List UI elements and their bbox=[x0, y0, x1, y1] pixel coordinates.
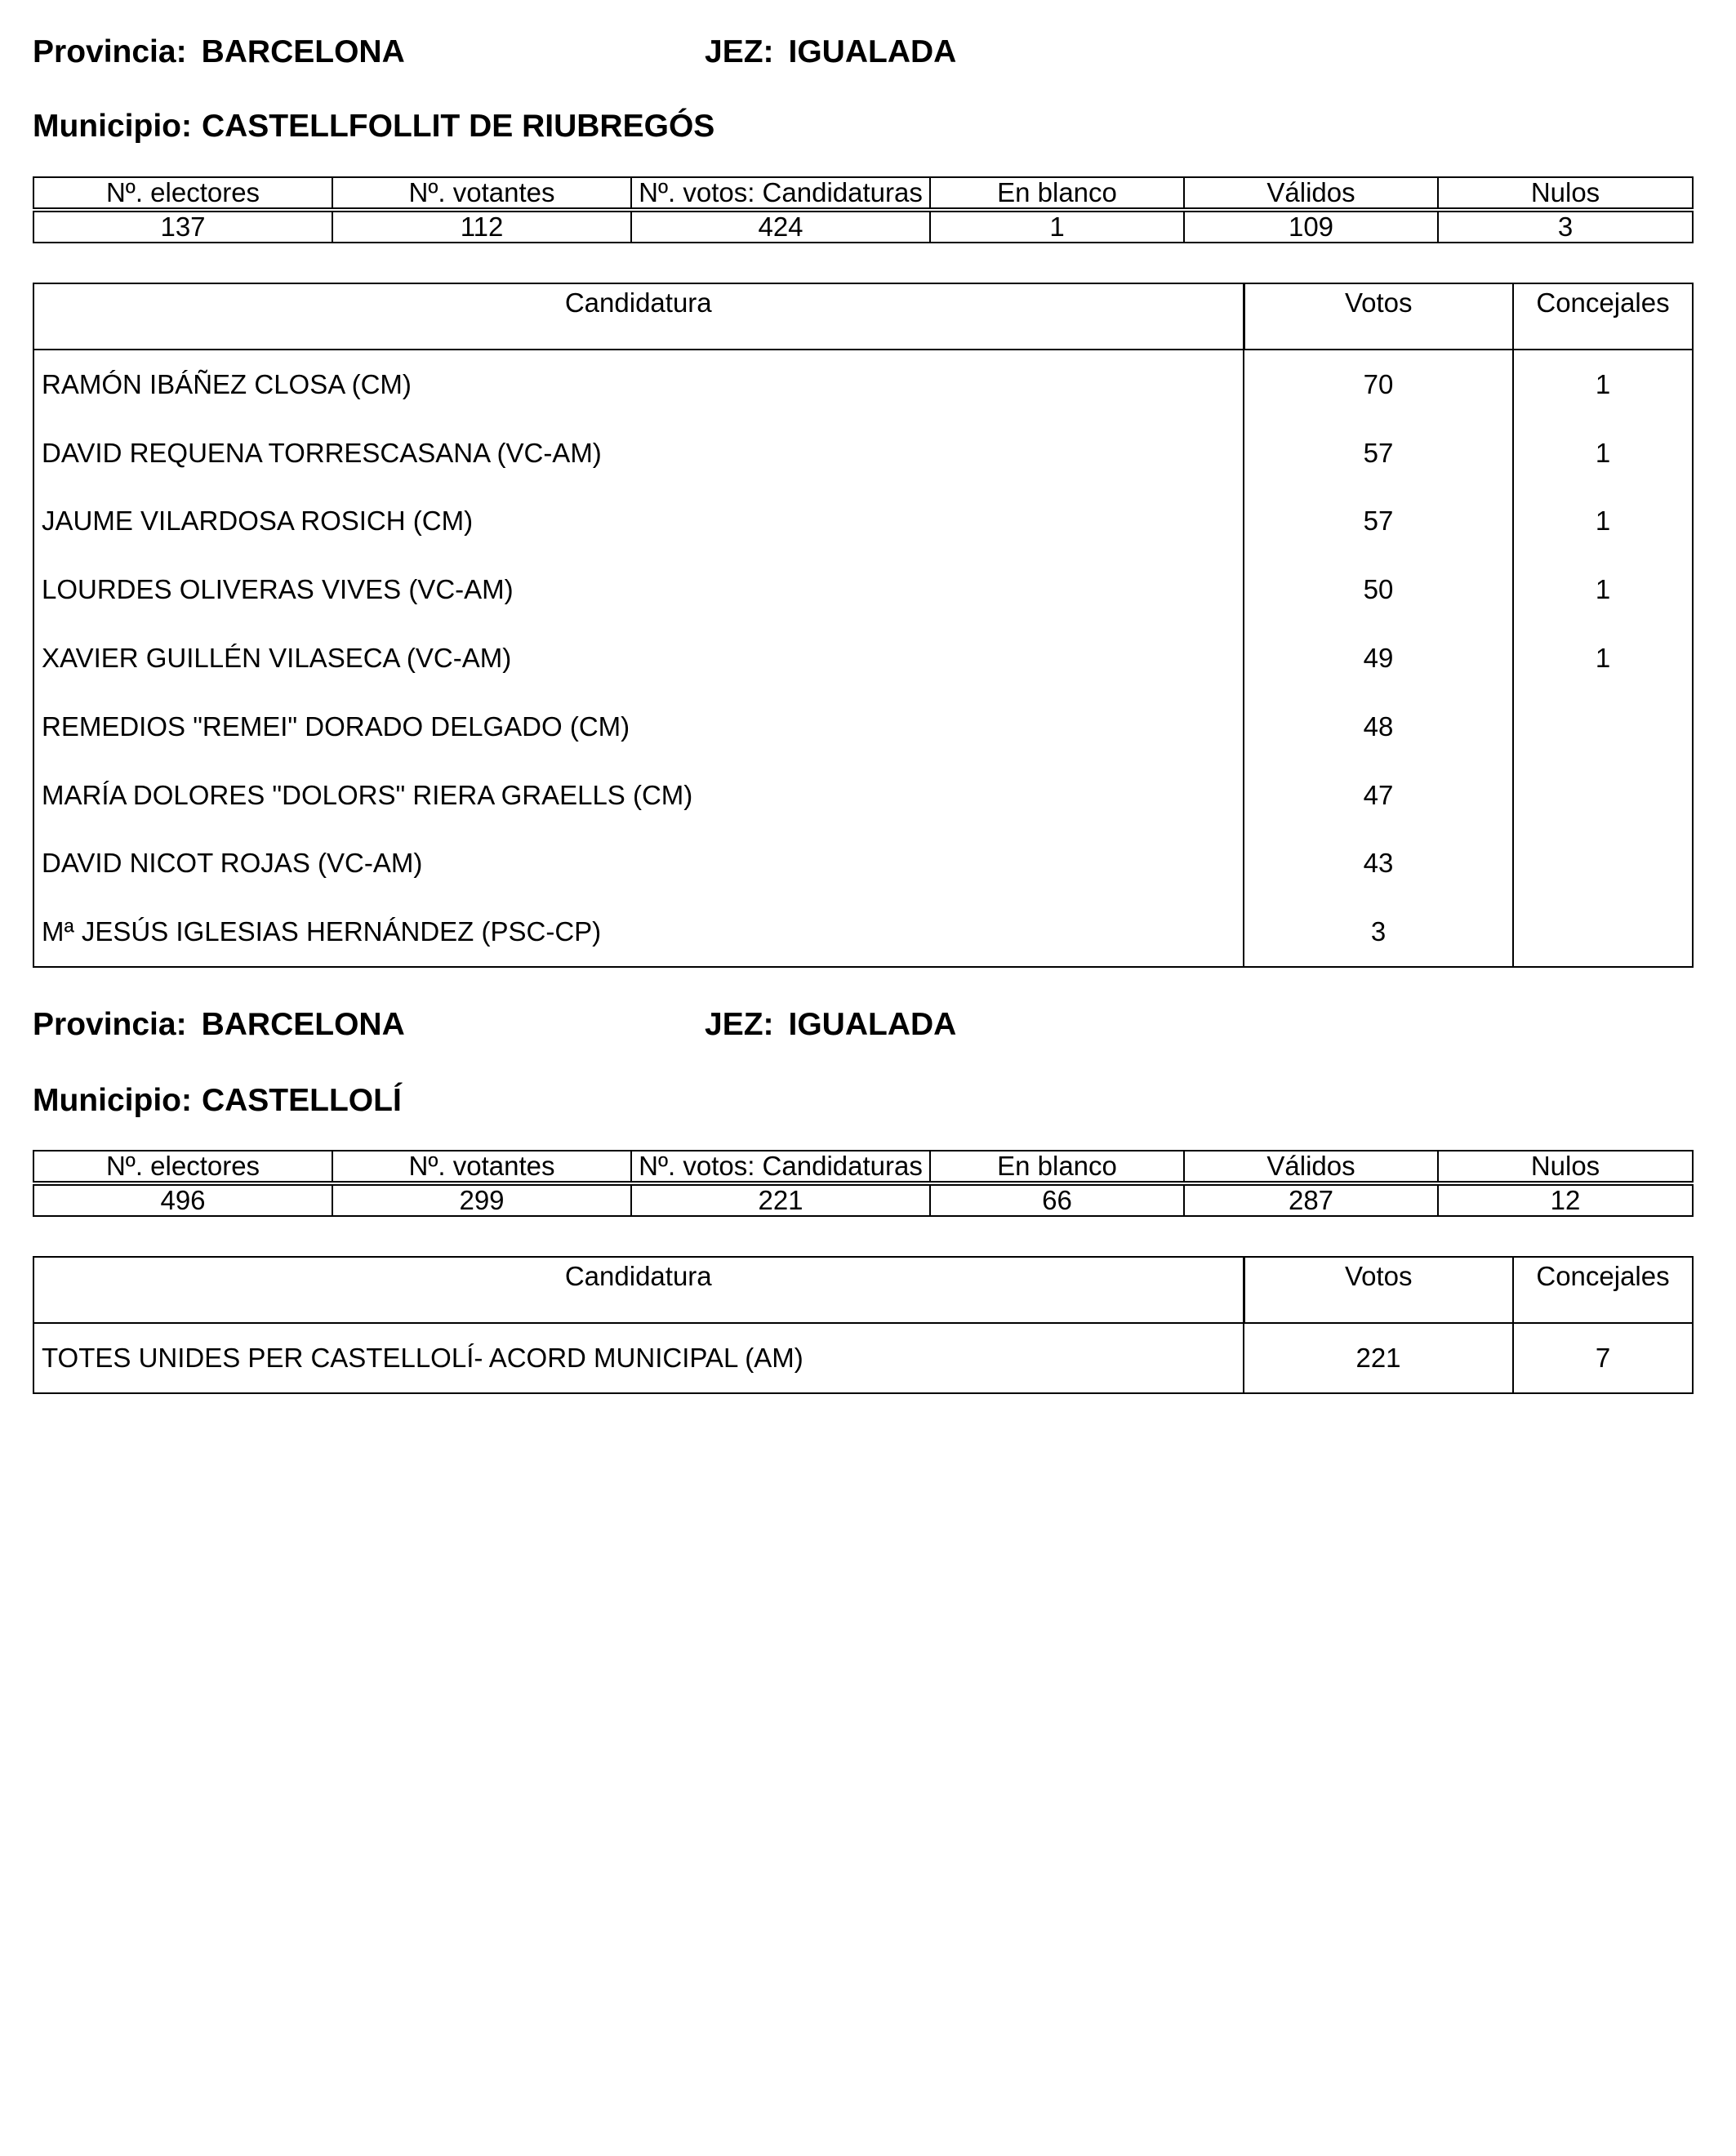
summary-table bbox=[33, 176, 1694, 243]
candidate-votes: 49 bbox=[1244, 624, 1513, 693]
summary-value: 66 bbox=[930, 1183, 1184, 1216]
summary-value: 496 bbox=[33, 1183, 332, 1216]
provincia-heading bbox=[33, 36, 405, 68]
summary-value: 221 bbox=[631, 1183, 930, 1216]
municipio-heading bbox=[33, 1085, 402, 1116]
candidate-name: DAVID NICOT ROJAS (VC-AM) bbox=[33, 830, 1244, 898]
candidate-name: XAVIER GUILLÉN VILASECA (VC-AM) bbox=[33, 624, 1244, 693]
table-row bbox=[33, 419, 1693, 488]
table-row bbox=[33, 761, 1693, 830]
municipio-label: Municipio: bbox=[33, 1083, 192, 1118]
candidate-name: REMEDIOS "REMEI" DORADO DELGADO (CM) bbox=[33, 693, 1244, 761]
table-row bbox=[33, 830, 1693, 898]
summary-header: Nº. votantes bbox=[332, 177, 631, 210]
candidate-seats: 1 bbox=[1595, 368, 1611, 399]
table-row bbox=[33, 693, 1693, 761]
jez-label: JEZ: bbox=[705, 34, 774, 69]
municipio-value: CASTELLFOLLIT DE RIUBREGÓS bbox=[201, 109, 715, 144]
municipio-value: CASTELLOLÍ bbox=[201, 1083, 402, 1118]
candidate-name: JAUME VILARDOSA ROSICH (CM) bbox=[33, 488, 1244, 556]
provincia-value: BARCELONA bbox=[201, 34, 405, 69]
candidate-name: DAVID REQUENA TORRESCASANA (VC-AM) bbox=[33, 419, 1244, 488]
candidate-seats: 7 bbox=[1595, 1342, 1611, 1373]
summary-header: Nº. votos: Candidaturas bbox=[631, 1151, 930, 1183]
provincia-label: Provincia: bbox=[33, 1007, 187, 1042]
municipio-heading bbox=[33, 110, 714, 142]
results-header-concejales: Concejales bbox=[1513, 283, 1693, 350]
jez-heading bbox=[705, 1009, 956, 1040]
summary-header-row bbox=[33, 177, 1693, 210]
summary-header: Nulos bbox=[1438, 1151, 1693, 1183]
summary-header: Nº. electores bbox=[33, 1151, 332, 1183]
results-header-concejales: Concejales bbox=[1513, 1257, 1693, 1323]
results-table bbox=[33, 1256, 1694, 1394]
summary-value: 137 bbox=[33, 210, 332, 243]
candidate-votes: 57 bbox=[1244, 488, 1513, 556]
candidate-seats: 1 bbox=[1595, 574, 1611, 605]
table-row bbox=[33, 350, 1693, 419]
table-row bbox=[33, 1323, 1693, 1393]
summary-values-row bbox=[33, 1183, 1693, 1216]
jez-value: IGUALADA bbox=[788, 34, 957, 69]
candidate-seats bbox=[1513, 693, 1693, 761]
summary-value: 299 bbox=[332, 1183, 631, 1216]
candidate-votes: 57 bbox=[1244, 419, 1513, 488]
summary-header: Válidos bbox=[1184, 1151, 1438, 1183]
candidate-name: Mª JESÚS IGLESIAS HERNÁNDEZ (PSC-CP) bbox=[33, 898, 1244, 967]
table-row bbox=[33, 488, 1693, 556]
candidate-name: LOURDES OLIVERAS VIVES (VC-AM) bbox=[33, 555, 1244, 624]
summary-header: En blanco bbox=[930, 1151, 1184, 1183]
summary-value: 287 bbox=[1184, 1183, 1438, 1216]
summary-value: 12 bbox=[1438, 1183, 1693, 1216]
summary-value: 112 bbox=[332, 210, 631, 243]
candidate-name: TOTES UNIDES PER CASTELLOLÍ- ACORD MUNICIPAL (AM) bbox=[33, 1323, 1244, 1393]
summary-header: Nº. votos: Candidaturas bbox=[631, 177, 930, 210]
candidate-seats bbox=[1513, 761, 1693, 830]
provincia-value: BARCELONA bbox=[201, 1007, 405, 1042]
jez-heading bbox=[705, 36, 956, 68]
summary-values-row bbox=[33, 210, 1693, 243]
table-row bbox=[33, 898, 1693, 967]
municipio-label: Municipio: bbox=[33, 109, 192, 144]
jez-value: IGUALADA bbox=[788, 1007, 957, 1042]
summary-value: 424 bbox=[631, 210, 930, 243]
results-header-votos: Votos bbox=[1244, 283, 1513, 350]
candidate-votes: 70 bbox=[1244, 350, 1513, 419]
summary-header: Válidos bbox=[1184, 177, 1438, 210]
candidate-votes: 50 bbox=[1244, 555, 1513, 624]
summary-header-row bbox=[33, 1151, 1693, 1183]
candidate-name: MARÍA DOLORES "DOLORS" RIERA GRAELLS (CM) bbox=[33, 761, 1244, 830]
summary-table bbox=[33, 1150, 1694, 1217]
summary-header: Nº. electores bbox=[33, 177, 332, 210]
results-header-row bbox=[33, 283, 1693, 350]
table-row bbox=[33, 624, 1693, 693]
results-header-candidatura: Candidatura bbox=[33, 283, 1244, 350]
candidate-votes: 221 bbox=[1244, 1323, 1513, 1393]
candidate-seats bbox=[1513, 830, 1693, 898]
summary-header: Nulos bbox=[1438, 177, 1693, 210]
summary-header: Nº. votantes bbox=[332, 1151, 631, 1183]
candidate-seats: 1 bbox=[1595, 643, 1611, 674]
provincia-heading bbox=[33, 1009, 405, 1040]
candidate-votes: 48 bbox=[1244, 693, 1513, 761]
summary-value: 3 bbox=[1438, 210, 1693, 243]
provincia-label: Provincia: bbox=[33, 34, 187, 69]
jez-label: JEZ: bbox=[705, 1007, 774, 1042]
candidate-votes: 47 bbox=[1244, 761, 1513, 830]
candidate-name: RAMÓN IBÁÑEZ CLOSA (CM) bbox=[33, 350, 1244, 419]
summary-value: 109 bbox=[1184, 210, 1438, 243]
table-row bbox=[33, 555, 1693, 624]
candidate-seats bbox=[1513, 898, 1693, 967]
results-header-votos: Votos bbox=[1244, 1257, 1513, 1323]
candidate-votes: 43 bbox=[1244, 830, 1513, 898]
results-header-row bbox=[33, 1257, 1693, 1323]
summary-value: 1 bbox=[930, 210, 1184, 243]
candidate-seats: 1 bbox=[1595, 437, 1611, 468]
summary-header: En blanco bbox=[930, 177, 1184, 210]
results-table bbox=[33, 283, 1694, 968]
candidate-votes: 3 bbox=[1244, 898, 1513, 967]
candidate-seats: 1 bbox=[1595, 506, 1611, 537]
results-header-candidatura: Candidatura bbox=[33, 1257, 1244, 1323]
